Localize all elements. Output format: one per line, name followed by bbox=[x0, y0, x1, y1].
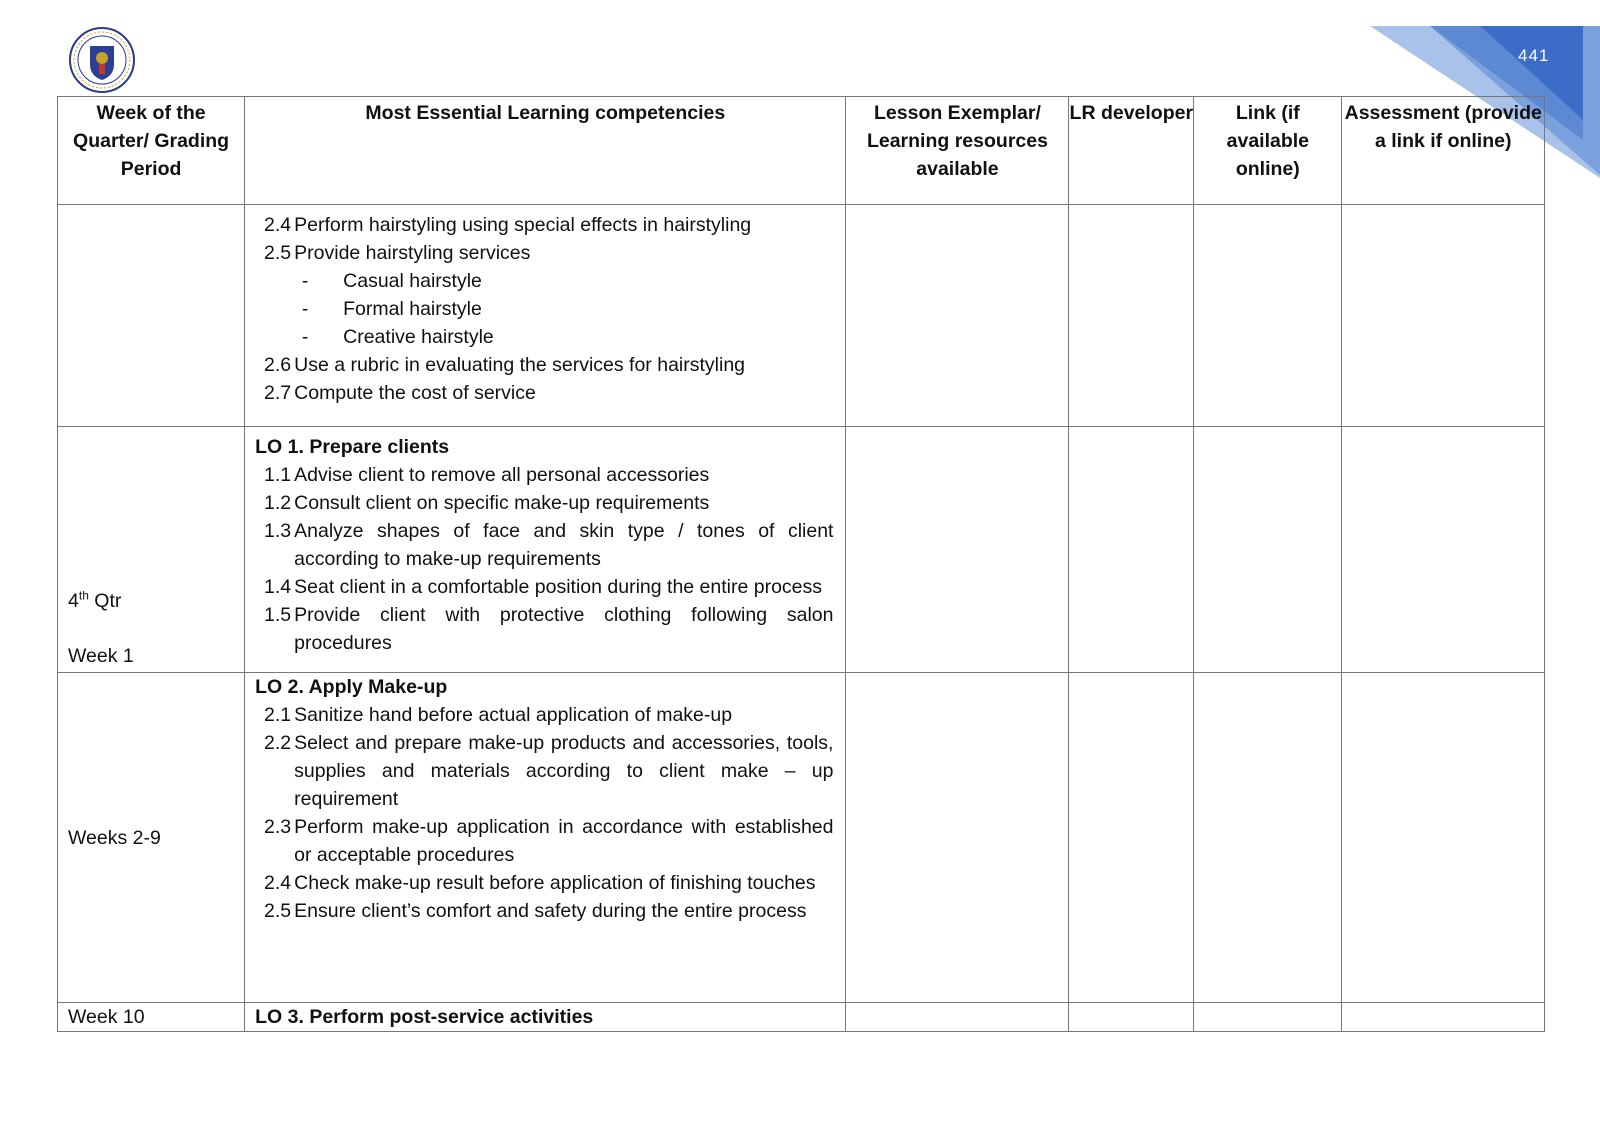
competency-line: 2.7 Compute the cost of service bbox=[264, 382, 536, 404]
table-row bbox=[58, 673, 1545, 1003]
learning-outcome-heading: LO 2. Apply Make-up bbox=[255, 676, 448, 698]
competency-cell bbox=[245, 673, 846, 1003]
header-lr-developer: LR developer bbox=[1069, 97, 1194, 205]
competency-line: 1.4 Seat client in a comfortable position during the entire process bbox=[264, 576, 823, 598]
link-cell bbox=[1194, 205, 1342, 427]
bullet-item: - Casual hairstyle bbox=[301, 270, 482, 292]
link-cell bbox=[1194, 1003, 1342, 1032]
competency-cell bbox=[245, 1003, 846, 1032]
week-label: Weeks 2-9 bbox=[68, 826, 161, 849]
competency-line: 2.1 Sanitize hand before actual application of make-up bbox=[264, 704, 733, 726]
deped-seal-logo bbox=[68, 26, 136, 94]
competency-line: 2.4 Perform hairstyling using special effects in hairstyling bbox=[264, 214, 752, 236]
learning-outcome-heading: LO 3. Perform post-service activities bbox=[255, 1006, 594, 1028]
melc-table bbox=[57, 96, 1545, 1032]
bullet-item: - Creative hairstyle bbox=[301, 326, 494, 348]
assessment-cell bbox=[1342, 427, 1545, 673]
lr-developer-cell bbox=[1069, 427, 1194, 673]
competency-line: 2.5 Ensure client’s comfort and safety during the entire process bbox=[264, 900, 807, 922]
bullet-item: - Formal hairstyle bbox=[301, 298, 482, 320]
week-label: Week 10 bbox=[68, 1006, 145, 1028]
lr-developer-cell bbox=[1069, 673, 1194, 1003]
page-number: 441 bbox=[1518, 46, 1550, 65]
competency-line: 1.1 Advise client to remove all personal accessories bbox=[264, 464, 710, 486]
competency-line: 2.3 Perform make-up application in accordance with established or acceptable procedures bbox=[264, 816, 834, 866]
assessment-cell bbox=[1342, 673, 1545, 1003]
competency-line: 2.6 Use a rubric in evaluating the services for hairstyling bbox=[264, 354, 746, 376]
week-cell bbox=[58, 205, 245, 427]
header-link: Link (if available online) bbox=[1194, 97, 1342, 205]
week-label: Week 1 bbox=[68, 645, 134, 667]
competency-cell bbox=[245, 427, 846, 673]
table-row bbox=[58, 427, 1545, 673]
competency-line: 1.2 Consult client on specific make-up requirements bbox=[264, 492, 710, 514]
link-cell bbox=[1194, 673, 1342, 1003]
link-cell bbox=[1194, 427, 1342, 673]
assessment-cell bbox=[1342, 1003, 1545, 1032]
lr-developer-cell bbox=[1069, 1003, 1194, 1032]
exemplar-cell bbox=[846, 205, 1069, 427]
header-row bbox=[58, 97, 1545, 205]
header-exemplar: Lesson Exemplar/ Learning resources available bbox=[846, 97, 1069, 205]
week-quarter: 4th Qtr bbox=[68, 588, 122, 612]
assessment-cell bbox=[1342, 205, 1545, 427]
table-row bbox=[58, 1003, 1545, 1032]
exemplar-cell bbox=[846, 427, 1069, 673]
competency-line: 2.4 Check make-up result before application of finishing touches bbox=[264, 872, 816, 894]
week-cell bbox=[58, 673, 245, 1003]
week-cell bbox=[58, 427, 245, 673]
header-competencies: Most Essential Learning competencies bbox=[245, 97, 846, 205]
header-week: Week of the Quarter/ Grading Period bbox=[58, 97, 245, 205]
competency-line: 2.5 Provide hairstyling services bbox=[264, 242, 531, 264]
week-cell bbox=[58, 1003, 245, 1032]
competency-line: 1.5 Provide client with protective clothing following salon procedures bbox=[264, 604, 834, 654]
lr-developer-cell bbox=[1069, 205, 1194, 427]
exemplar-cell bbox=[846, 1003, 1069, 1032]
competency-cell bbox=[245, 205, 846, 427]
exemplar-cell bbox=[846, 673, 1069, 1003]
learning-outcome-heading: LO 1. Prepare clients bbox=[255, 436, 450, 458]
table-row bbox=[58, 205, 1545, 427]
competency-line: 2.2 Select and prepare make-up products and accessories, tools, supplies and materials according to client make – up requirement bbox=[264, 732, 834, 810]
header-assessment: Assessment (provide a link if online) bbox=[1342, 97, 1545, 205]
competency-line: 1.3 Analyze shapes of face and skin type / tones of client according to make-up requirements bbox=[264, 520, 834, 570]
